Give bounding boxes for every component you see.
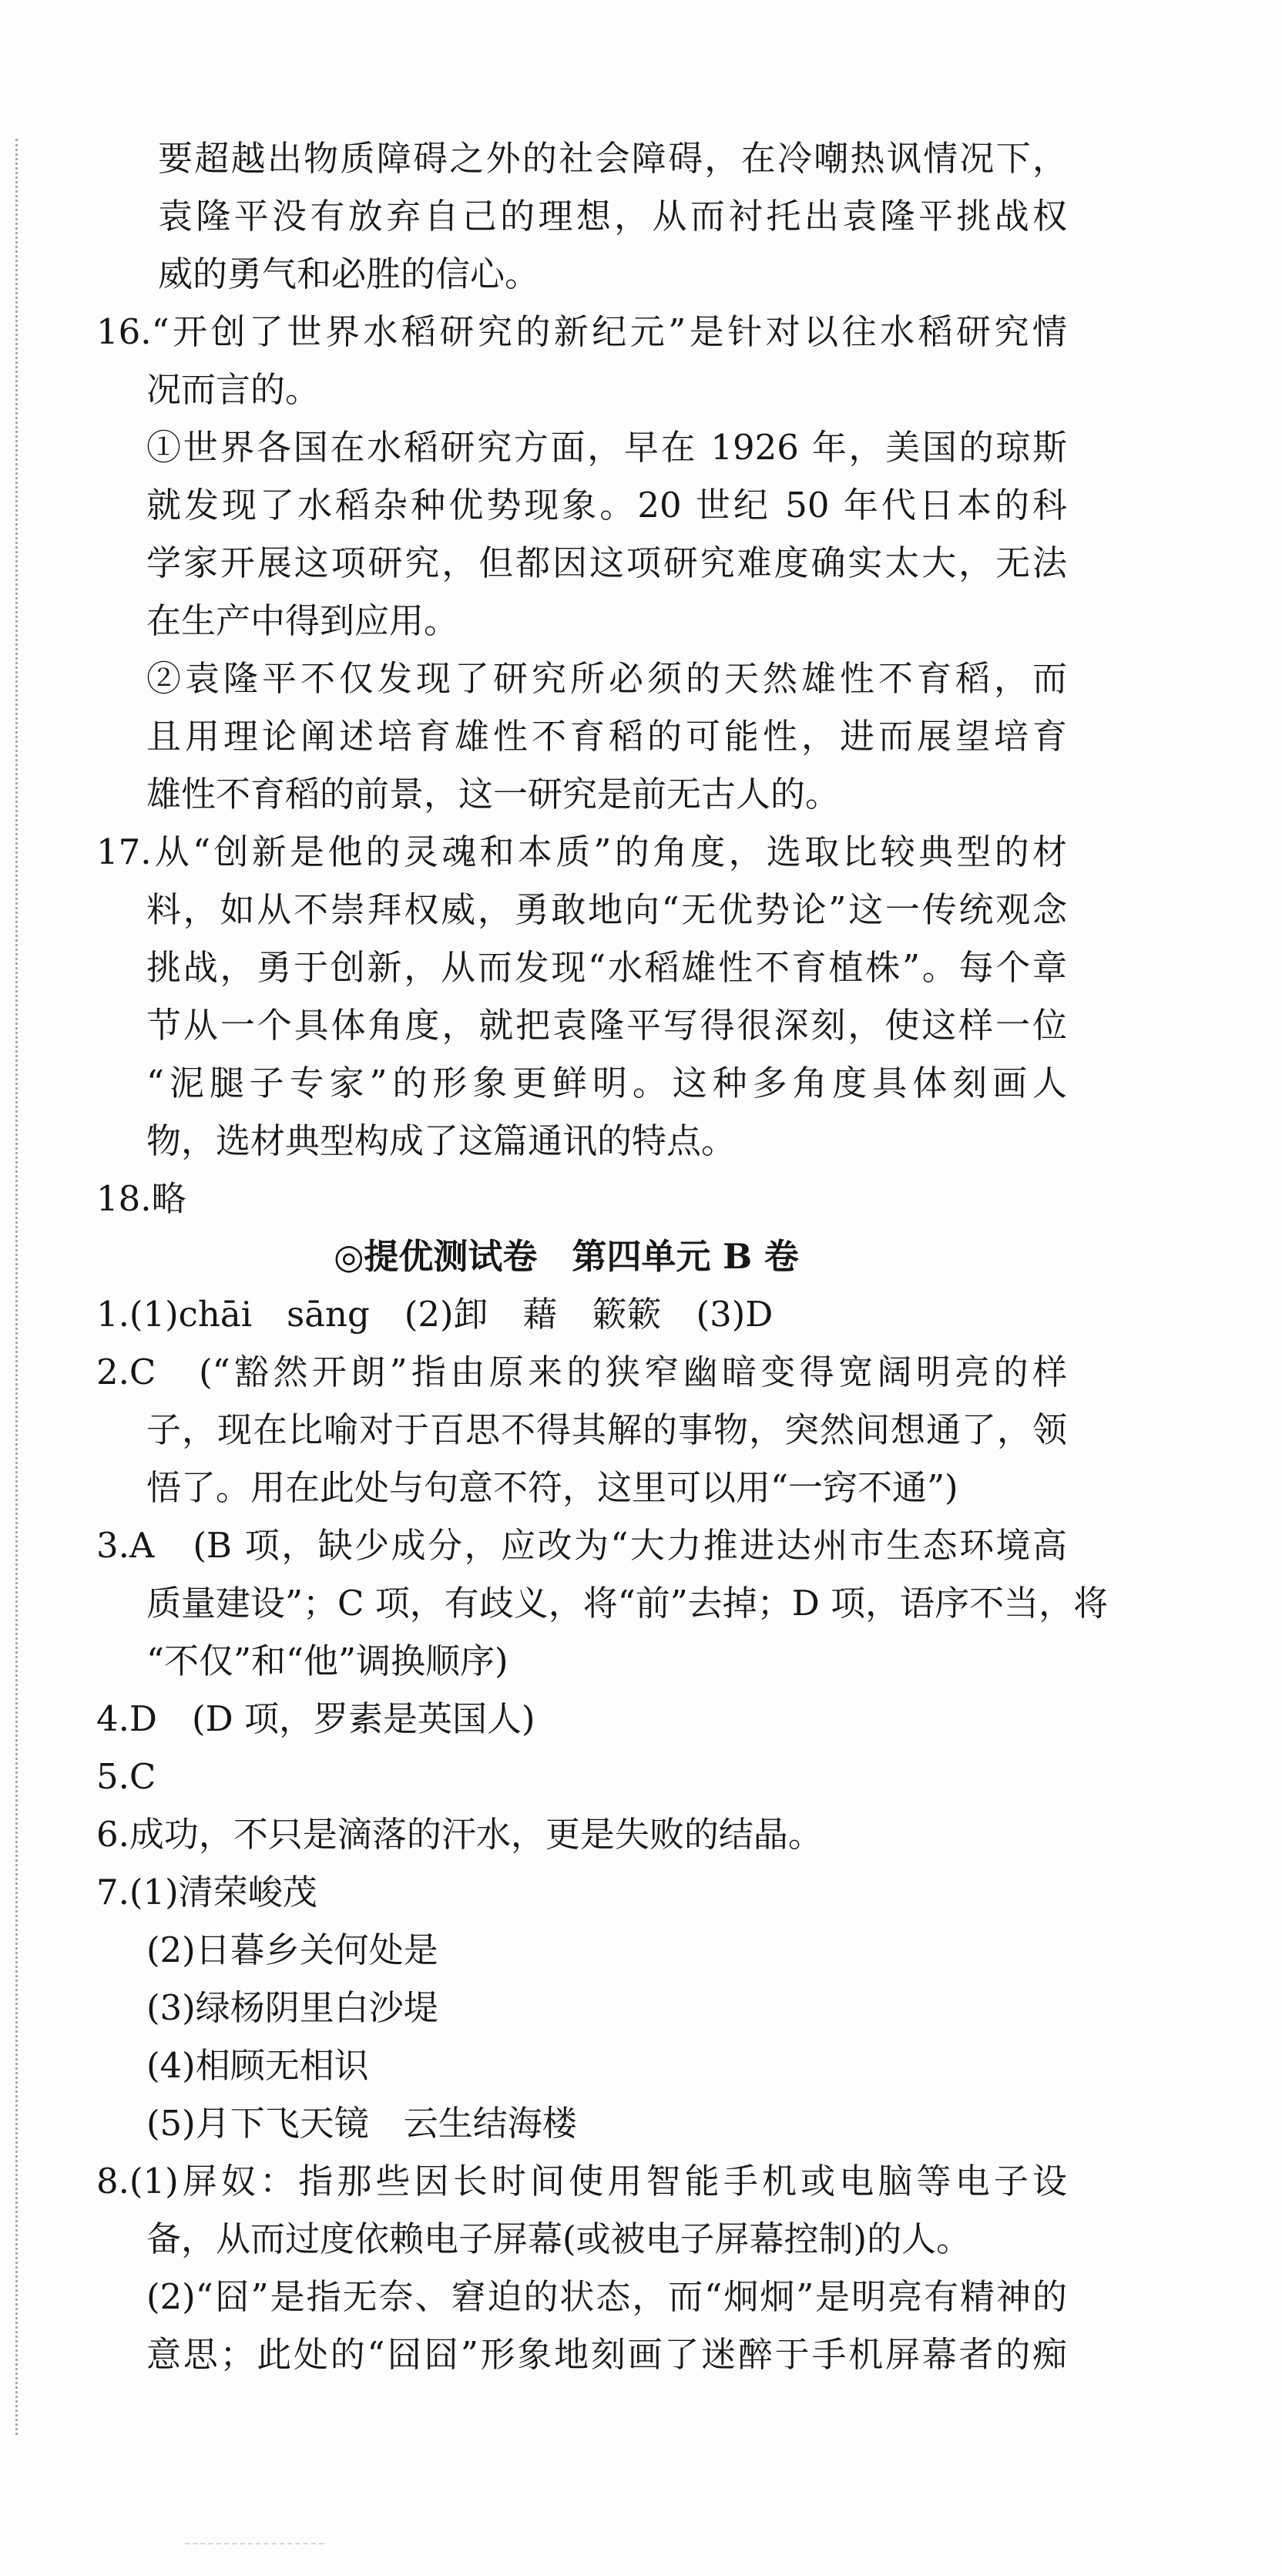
question-7-line: 7.(1)清荣峻茂 — [96, 1872, 317, 1913]
text-line: 悟了。用在此处与句意不符，这里可以用“一窍不通”) — [146, 1467, 958, 1508]
text-line: 威的勇气和必胜的信心。 — [158, 254, 540, 294]
text-line: 况而言的。 — [146, 369, 320, 410]
text-line: 要超越出物质障碍之外的社会障碍，在冷嘲热讽情况下， — [158, 138, 1067, 179]
section-title: ◎提优测试卷 第四单元 B 卷 — [334, 1236, 799, 1277]
question-2-line: 2.C (“豁然开朗”指由原来的狭窄幽暗变得宽阔明亮的样 — [96, 1352, 1067, 1392]
text-line: 子，现在比喻对于百思不得其解的事物，突然间想通了，领 — [146, 1409, 1067, 1450]
question-3-line: 3.A (B 项，缺少成分，应改为“大力推进达州市生态环境高 — [96, 1525, 1067, 1566]
question-1-line: 1.(1)chāi sāng (2)卸 藉 簌簌 (3)D — [96, 1294, 774, 1335]
text-line: ②袁隆平不仅发现了研究所必须的天然雄性不育稻，而 — [146, 658, 1067, 699]
text-line: “不仅”和“他”调换顺序) — [146, 1641, 508, 1681]
text-line: 挑战，勇于创新，从而发现“水稻雄性不育植株”。每个章 — [146, 947, 1067, 988]
text-line: 学家开展这项研究，但都因这项研究难度确实太大，无法 — [146, 542, 1067, 583]
text-line: (4)相顾无相识 — [146, 2045, 369, 2086]
text-line: (5)月下飞天镜 云生结海楼 — [146, 2103, 577, 2144]
text-line: (2)“囧”是指无奈、窘迫的状态，而“炯炯”是明亮有精神的 — [146, 2276, 1067, 2317]
text-line: (3)绿杨阴里白沙堤 — [146, 1987, 438, 2028]
text-line: 节从一个具体角度，就把袁隆平写得很深刻，使这样一位 — [146, 1005, 1067, 1046]
question-5-line: 5.C — [96, 1756, 156, 1797]
text-line: 在生产中得到应用。 — [146, 600, 459, 641]
text-line: 就发现了水稻杂种优势现象。20 世纪 50 年代日本的科 — [146, 485, 1067, 526]
margin-dotted-rule — [15, 139, 18, 2435]
text-line: 备，从而过度依赖电子屏幕(或被电子屏幕控制)的人。 — [146, 2218, 972, 2259]
question-18-line: 18.略 — [96, 1178, 186, 1219]
text-line: 袁隆平没有放弃自己的理想，从而衬托出袁隆平挑战权 — [158, 196, 1067, 237]
text-line: 质量建设”；C 项，有歧义，将“前”去掉；D 项，语序不当，将 — [146, 1583, 1109, 1624]
question-8-line: 8.(1)屏奴：指那些因长时间使用智能手机或电脑等电子设 — [96, 2161, 1067, 2202]
text-line: 物，选材典型构成了这篇通讯的特点。 — [146, 1120, 737, 1161]
scan-artifact — [185, 2543, 324, 2544]
text-line: 且用理论阐述培育雄性不育稻的可能性，进而展望培育 — [146, 716, 1067, 757]
text-line: (2)日暮乡关何处是 — [146, 1929, 438, 1970]
question-17-line: 17.从“创新是他的灵魂和本质”的角度，选取比较典型的材 — [96, 831, 1067, 872]
text-line: ①世界各国在水稻研究方面，早在 1926 年，美国的琼斯 — [146, 427, 1067, 468]
text-line: 意思；此处的“囧囧”形象地刻画了迷醉于手机屏幕者的痴 — [146, 2334, 1067, 2375]
question-6-line: 6.成功，不只是滴落的汗水，更是失败的结晶。 — [96, 1814, 823, 1855]
text-line: 雄性不育稻的前景，这一研究是前无古人的。 — [146, 774, 841, 814]
answer-text-body — [96, 129, 1109, 2383]
text-line: “泥腿子专家”的形象更鲜明。这种多角度具体刻画人 — [146, 1063, 1067, 1103]
text-line: 料，如从不崇拜权威，勇敢地向“无优势论”这一传统观念 — [146, 889, 1067, 930]
question-4-line: 4.D (D 项，罗素是英国人) — [96, 1698, 535, 1739]
question-16-line: 16.“开创了世界水稻研究的新纪元”是针对以往水稻研究情 — [96, 311, 1067, 352]
